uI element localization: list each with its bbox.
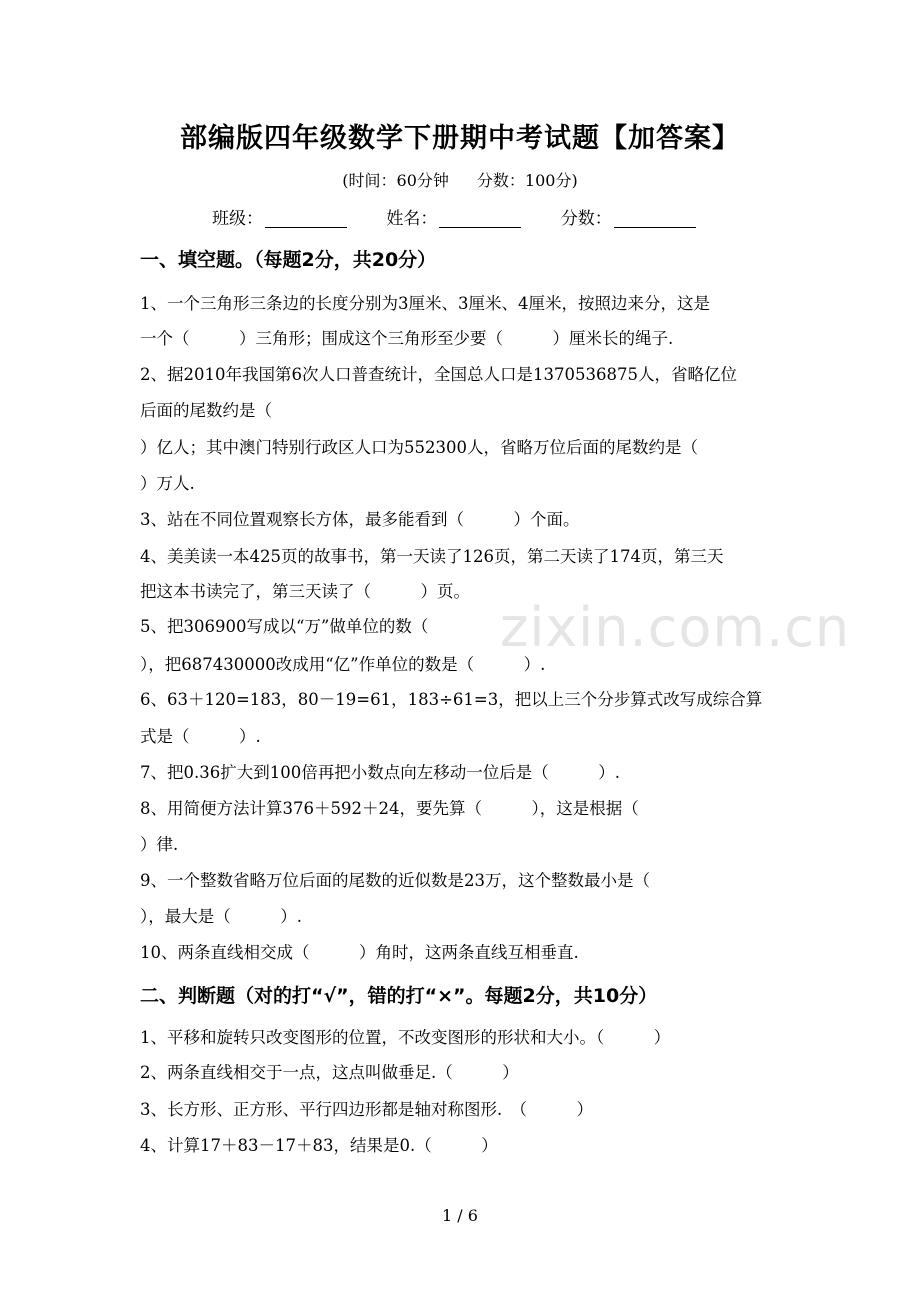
page-number: 1 / 6 [442, 1206, 478, 1225]
question-line: 4、计算17＋83－17＋83，结果是0.（ ） [140, 1136, 498, 1155]
watermark: zixin.com.cn [500, 596, 851, 659]
exam-meta [0, 168, 920, 191]
question-line: ）万人. [140, 474, 195, 493]
class-field: 班级： [212, 204, 347, 229]
question-line: 1、一个三角形三条边的长度分别为3厘米、3厘米、4厘米，按照边来分，这是 [140, 294, 710, 313]
question-line: ）亿人；其中澳门特别行政区人口为552300人，省略万位后面的尾数约是（ [140, 438, 698, 457]
question-line: ），把687430000改成用“亿”作单位的数是（ ）. [140, 655, 546, 674]
question-line: 2、据2010年我国第6次人口普查统计，全国总人口是1370536875人，省略亿位 [140, 365, 737, 384]
question-line: 3、长方形、正方形、平行四边形都是轴对称图形. （ ） [140, 1100, 593, 1119]
student-info-row [212, 204, 730, 229]
question-line: ），最大是（ ）. [140, 907, 302, 926]
score-field: 分数： [561, 204, 696, 229]
question-line: 5、把306900写成以“万”做单位的数（ [140, 617, 429, 636]
name-blank [439, 209, 521, 228]
page-title: 部编版四年级数学下册期中考试题【加答案】 [180, 123, 740, 154]
question-line: 9、一个整数省略万位后面的尾数的近似数是23万，这个整数最小是（ [140, 871, 650, 890]
question-line: 8、用简便方法计算376＋592＋24，要先算（ ），这是根据（ [140, 799, 639, 818]
question-line: 6、63＋120=183，80－19=61，183÷61=3，把以上三个分步算式改写成综合算 [140, 690, 763, 709]
question-line: 把这本书读完了，第三天读了（ ）页。 [140, 582, 470, 601]
score-blank [614, 209, 696, 228]
question-line: 7、把0.36扩大到100倍再把小数点向左移动一位后是（ ）. [140, 763, 620, 782]
question-line: 一个（ ）三角形；围成这个三角形至少要（ ）厘米长的绳子. [140, 329, 674, 348]
question-line: 4、美美读一本425页的故事书，第一天读了126页，第二天读了174页，第三天 [140, 547, 724, 566]
question-line: 后面的尾数约是（ [140, 401, 272, 420]
question-line: 1、平移和旋转只改变图形的位置，不改变图形的形状和大小。（ ） [140, 1028, 671, 1047]
total-score-info: 分数：100分) [476, 171, 578, 190]
section-heading-true-false: 二、判断题（对的打“√”，错的打“×”。每题2分，共10分） [140, 985, 658, 1007]
name-field: 姓名： [386, 204, 521, 229]
question-line: 10、两条直线相交成（ ）角时，这两条直线互相垂直. [140, 943, 579, 962]
time-info: (时间：60分钟 [342, 171, 449, 190]
class-blank [265, 209, 347, 228]
question-line: ）律. [140, 835, 179, 854]
question-line: 2、两条直线相交于一点，这点叫做垂足.（ ） [140, 1063, 519, 1082]
question-line: 式是（ ）. [140, 727, 261, 746]
question-line: 3、站在不同位置观察长方体，最多能看到（ ）个面。 [140, 510, 580, 529]
section-heading-fill-blank: 一、填空题。（每题2分，共20分） [140, 249, 437, 271]
